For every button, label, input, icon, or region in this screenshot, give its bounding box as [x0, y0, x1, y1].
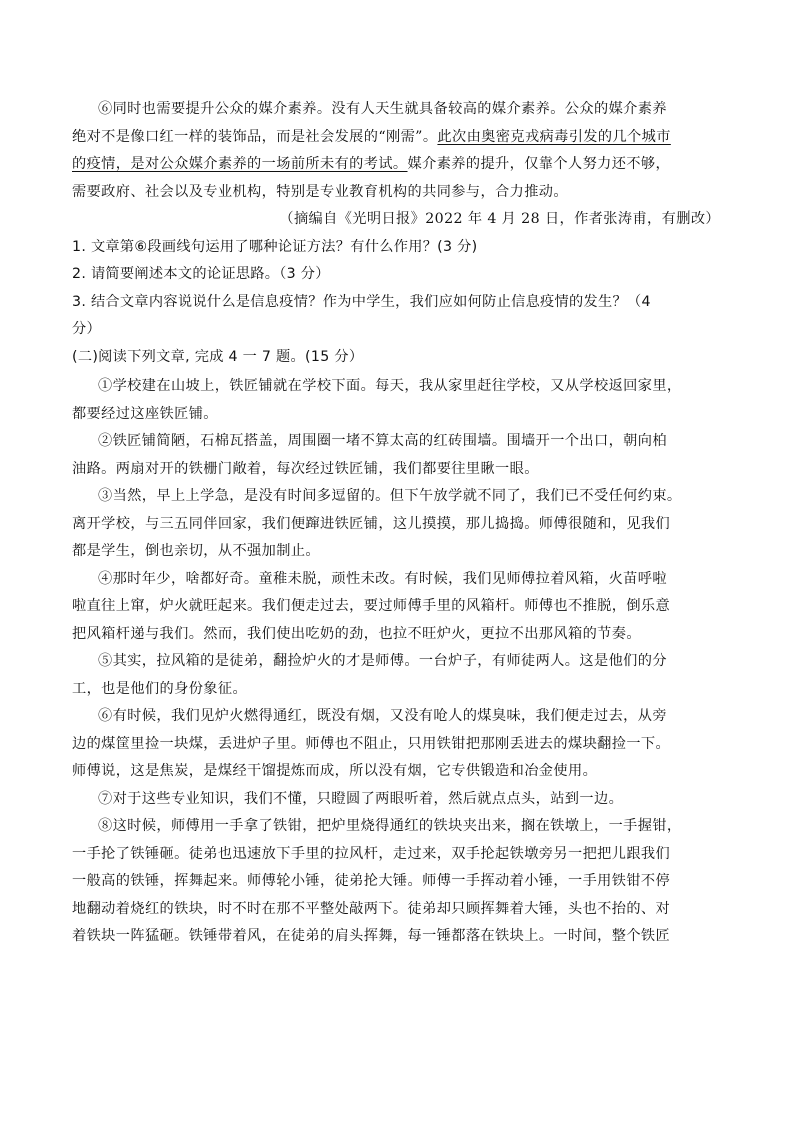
story-paragraph-3: ③当然，早上上学急，是没有时间多逗留的。但下午放学就不同了，我们已不受任何约束。: [98, 488, 682, 504]
story-paragraph-2: 油路。两扇对开的铁栅门敞着，每次经过铁匠铺，我们都要往里瞅一眼。: [72, 460, 539, 477]
story-paragraph-6: ⑥有时候，我们见炉火燃得通红，既没有烟，又没有呛人的煤臭味，我们便走过去，从旁: [98, 708, 667, 724]
story-paragraph-2: ②铁匠铺简陋，石棉瓦搭盖，周围圈一堵不算太高的红砖围墙。围墙开一个出口，朝向柏: [98, 433, 667, 449]
story-paragraph-5: ⑤其实，拉风箱的是徒弟，翻捡炉火的才是师傅。一台炉子，有师徒两人。这是他们的分: [98, 653, 667, 669]
story-paragraph-3: 都是学生，倒也亲切，从不强加制止。: [72, 543, 320, 559]
paragraph-6-text: 绝对不是像口红一样的装饰品，而是社会发展的“刚需”。: [72, 128, 438, 145]
story-paragraph-4: 把风箱杆递与我们。然而，我们使出吃奶的劲，也拉不旺炉火，更拉不出那风箱的节奏。: [72, 625, 641, 642]
story-paragraph-8: 地翻动着烧红的铁块，时不时在那不平整处敲两下。徒弟却只顾挥舞着大锤，头也不抬的、对: [72, 900, 671, 917]
document-page: [72, 96, 728, 951]
underlined-sentence-end: 的疫情，是对公众媒介素养的一场前所未有的考试。: [72, 156, 408, 172]
story-paragraph-8: 一般高的铁锤，挥舞起来。师傅轮小锤，徒弟抡大锤。师傅一手挥动着小锤，一手用铁钳不停: [72, 873, 671, 889]
paragraph-6-line-4: 需要政府、社会以及专业机构，特别是专业教育机构的共同参与，合力推动。: [72, 183, 568, 200]
question-3-line-1: 3. 结合文章内容说说什么是信息疫情？作为中学生，我们应如何防止信息疫情的发生？（4: [72, 293, 651, 310]
story-paragraph-4: 啦直往上窜，炉火就旺起来。我们便走过去，要过师傅手里的风箱杆。师傅也不推脱，倒乐意: [72, 598, 671, 614]
story-paragraph-8: 一手抡了铁锤砸。徒弟也迅速放下手里的拉风杆，走过来，双手抡起铁墩旁另一把把儿跟我们: [72, 845, 671, 862]
section-2-heading: (二)阅读下列文章, 完成 4 一 7 题。(15 分）: [72, 348, 364, 365]
paragraph-6-text: 媒介素养的提升，仅靠个人努力还不够，: [407, 156, 671, 172]
story-paragraph-7: ⑦对于这些专业知识，我们不懂，只瞪圆了两眼听着，然后就点点头，站到一边。: [98, 790, 624, 807]
story-paragraph-1: 都要经过这座铁匠铺。: [72, 405, 218, 422]
story-paragraph-4: ④那时年少，啥都好奇。童稚未脱，顽性未改。有时候，我们见师傅拉着风箱，火苗呼啦: [98, 570, 667, 587]
question-1: 1. 文章第⑥段画线句运用了哪种论证方法？有什么作用？(3 分): [72, 238, 478, 255]
paragraph-6-line-2: [72, 124, 728, 152]
paragraph-6-line-3: [72, 151, 728, 179]
question-2: 2. 请简要阐述本文的论证思路。（3 分）: [72, 266, 330, 282]
story-paragraph-6: 师傅说，这是焦炭，是煤经干馏提炼而成，所以没有烟，它专供锻造和冶金使用。: [72, 763, 598, 779]
story-paragraph-1: ①学校建在山坡上，铁匠铺就在学校下面。每天，我从家里赶往学校，又从学校返回家里，: [98, 378, 682, 394]
story-paragraph-6: 边的煤筐里捡一块煤，丢进炉子里。师傅也不阻止，只用铁钳把那刚丢进去的煤块翻捡一下。: [72, 735, 671, 752]
underlined-sentence: 此次由奥密克戎病毒引发的几个城市: [437, 128, 671, 145]
story-paragraph-8: 着铁块一阵猛砸。铁锤带着风，在徒弟的肩头挥舞，每一锤都落在铁块上。一时间，整个铁匠: [72, 928, 671, 944]
question-3-line-2: 分）: [72, 321, 101, 337]
story-paragraph-5: 工，也是他们的身份象征。: [72, 680, 248, 697]
story-paragraph-3: 离开学校，与三五同伴回家，我们便蹿进铁匠铺，这儿摸摸，那儿捣捣。师傅很随和，见我们: [72, 515, 671, 532]
paragraph-6-line-1: ⑥同时也需要提升公众的媒介素养。没有人天生就具备较高的媒介素养。公众的媒介素养: [98, 101, 667, 117]
story-paragraph-8: ⑧这时候，师傅用一手拿了铁钳，把炉里烧得通红的铁块夹出来，搁在铁墩上，一手握钳，: [98, 818, 682, 834]
source-citation: （摘编自《光明日报》2022 年 4 月 28 日，作者张涛甫，有删改）: [279, 211, 720, 227]
